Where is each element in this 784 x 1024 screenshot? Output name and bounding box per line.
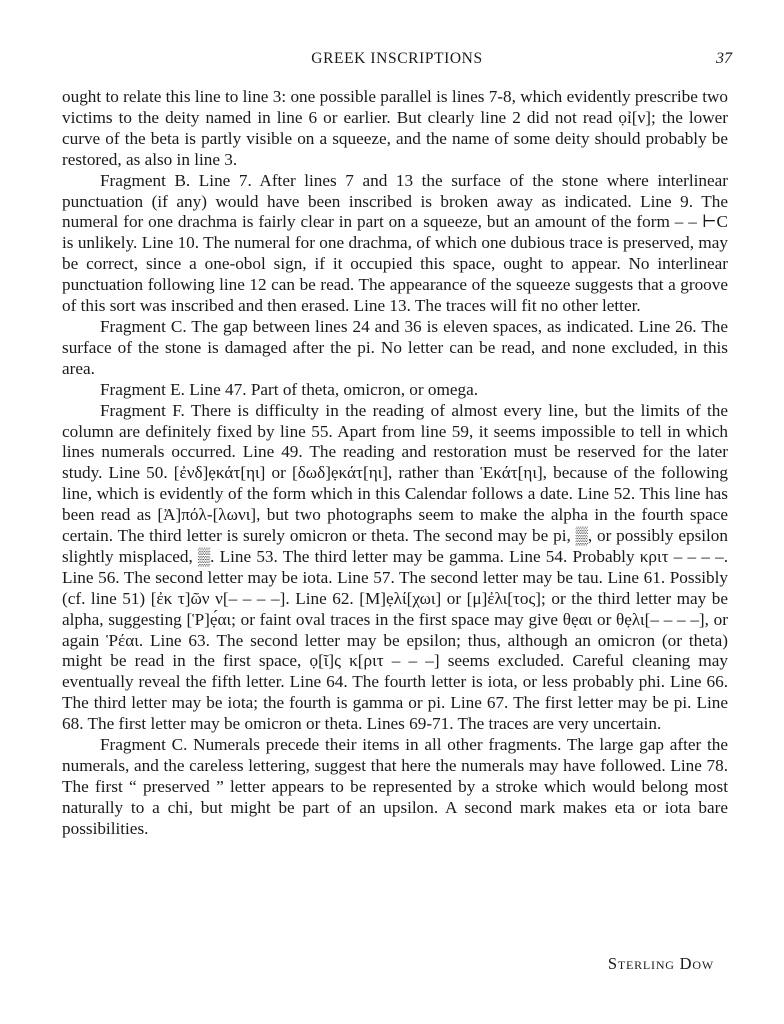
page-number: 37: [716, 50, 732, 67]
body-text: [62, 87, 728, 840]
author-signature: Sterling Dow: [607, 954, 714, 973]
running-head: [62, 50, 732, 74]
paragraph-fragment-e: Fragment E. Line 47. Part of theta, omicron, or omega.: [100, 379, 479, 399]
running-title: GREEK INSCRIPTIONS: [311, 50, 483, 67]
paragraph-fragment-b: Fragment B. Line 7. After lines 7 and 13 the surface of the stone where interlinear punctuation (if any) would have been inscribed is broken away as indicated. Line 9. The numeral for one drachma is fairly clear in part on a squeeze, but an amount of the form – – ⊢C is unlikely. Line 10. The numeral for one drachma, of which one dubious trace is preserved, may be correct, since a one-obol sign, if it occupied this space, ought to appear. No interlinear punctuation following line 12 can be read. The appearance of the squeeze suggests that a groove of this sort was inscribed and then erased. Line 13. The traces will fit no other letter.: [62, 170, 728, 316]
paragraph-fragment-c: Fragment C. The gap between lines 24 and 36 is eleven spaces, as indicated. Line 26. The surface of the stone is damaged after the pi. No letter can be read, and none excluded, in this area.: [62, 316, 728, 378]
paragraph-fragment-c-numerals: Fragment C. Numerals precede their items in all other fragments. The large gap after the numerals, and the careless lettering, suggest that here the numerals may have followed. Line 78. The first “ preserved ” letter appears to be represented by a stroke which would belong most naturally to a chi, but might be part of an upsilon. A second mark makes eta or iota bare possibilities.: [62, 735, 728, 838]
paragraph-fragment-f: Fragment F. There is difficulty in the reading of almost every line, but the limits of the column are definitely fixed by line 55. Apart from line 59, it seems impossible to tell in which lines numerals occurred. Line 49. The reading and restoration must be reserved for the later study. Line 50. [ἐνδ]ẹκάτ[ηι] or [δωδ]ẹκάτ[ηι], rather than Ἑκάτ[ηι], because of the following line, which is evidently of the form which in this Calendar follows a date. Line 52. This line has been read as [Ἀ]πόλ-[λωνι], but two photographs seem to make the alpha in the fourth space certain. The third letter is surely omicron or theta. The second may be pi, ▒, or possibly epsilon slightly misplaced, ▒. Line 53. The third letter may be gamma. Line 54. Probably κριτ – – – –. Line 56. The second letter may be iota. Line 57. The second letter may be tau. Line 61. Possibly (cf. line 51) [ἐκ τ]ῶν ν[– – – –]. Line 62. [Μ]ẹλί[χωι] or [μ]ἐλι[τος]; or the third letter may be alpha, suggesting [Ῥ]ẹ́αι; or faint oval traces in the first space may give θẹαι or θẹλι[– – – –], or again Ῥέαι. Line 63. The second letter may be epsilon; thus, although an omicron (or theta) might be read in the first space, ọ[ῖ]ς κ[ριτ – – –] seems excluded. Careful cleaning may eventually reveal the fifth letter. Line 64. The fourth letter is iota, or less probably phi. Line 66. The third letter may be iota; the fourth is gamma or pi. Line 67. The first letter may be pi. Line 68. The first letter may be omicron or theta. Lines 69-71. The traces are very uncertain.: [62, 400, 728, 734]
paragraph-continuation: ought to relate this line to line 3: one possible parallel is lines 7-8, which evidently prescribe two victims to the deity named in line 6 or earlier. But clearly line 2 did not read ọỉ[ν]; the lower curve of the beta is partly visible on a squeeze, and the name of some deity should probably be restored, as also in line 3.: [62, 87, 728, 169]
